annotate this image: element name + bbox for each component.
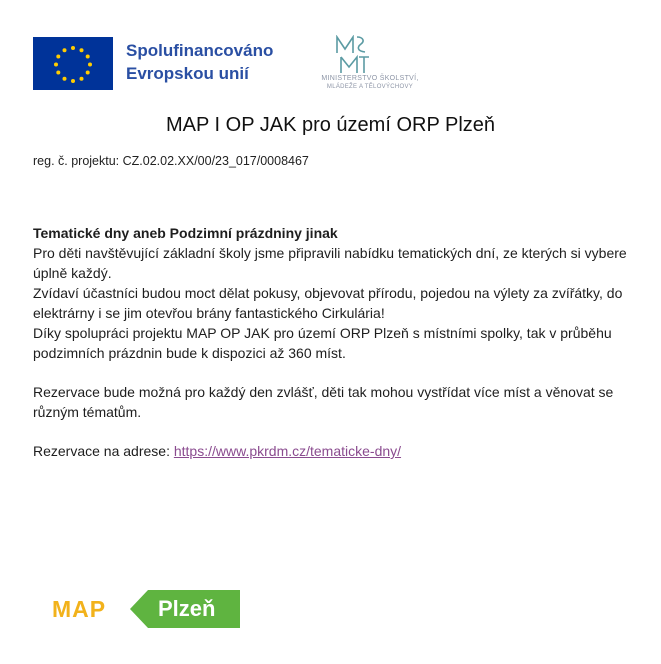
map-plzen-logo	[52, 590, 252, 630]
msmt-name-line-1: MINISTERSTVO ŠKOLSTVÍ,	[321, 75, 419, 82]
paragraph-intro: Pro děti navštěvující základní školy jsme připravili nabídku tematických dní, ze kterých si vybere úplně každý.	[33, 245, 627, 281]
paragraph-capacity: Díky spolupráci projektu MAP OP JAK pro území ORP Plzeň s místními spolky, tak v průběhu podzimních prázdnin bude k dispozici až 360 míst.	[33, 325, 612, 361]
reservation-line	[33, 441, 643, 461]
eu-cofinanced-text	[126, 39, 273, 85]
msmt-name-line-2: MLÁDEŽE A TĚLOVÝCHOVY	[326, 84, 414, 90]
msmt-logo	[305, 35, 435, 95]
section-heading: Tematické dny aneb Podzimní prázdniny jinak	[33, 225, 338, 241]
eu-flag-icon	[33, 37, 113, 90]
document-body	[33, 223, 643, 461]
paragraph-reservation: Rezervace bude možná pro každý den zvlášť, děti tak mohou vystřídat více míst a věnovat se různým tématům.	[33, 384, 614, 420]
eu-line-2: Evropskou unií	[126, 64, 249, 83]
paragraph-activities: Zvídaví účastníci budou moct dělat pokusy, objevovat přírodu, pojedou na výlety za zvířátky, do elektrárny i se jim otevřou brány fantastického Cirkulária!	[33, 285, 623, 321]
map-logo-text: MAP	[52, 596, 107, 622]
msmt-emblem-icon	[335, 35, 369, 75]
plzen-badge	[130, 590, 240, 628]
plzen-logo-text: Plzeň	[158, 596, 216, 621]
reservation-link[interactable]: https://www.pkrdm.cz/tematicke-dny/	[173, 443, 402, 459]
page-title: MAP I OP JAK pro území ORP Plzeň	[165, 114, 496, 136]
registration-number: reg. č. projektu: CZ.02.02.XX/00/23_017/0008467	[33, 154, 309, 168]
logo-header	[33, 35, 633, 95]
reservation-label: Rezervace na adrese:	[33, 443, 174, 459]
eu-line-1: Spolufinancováno	[126, 41, 274, 60]
